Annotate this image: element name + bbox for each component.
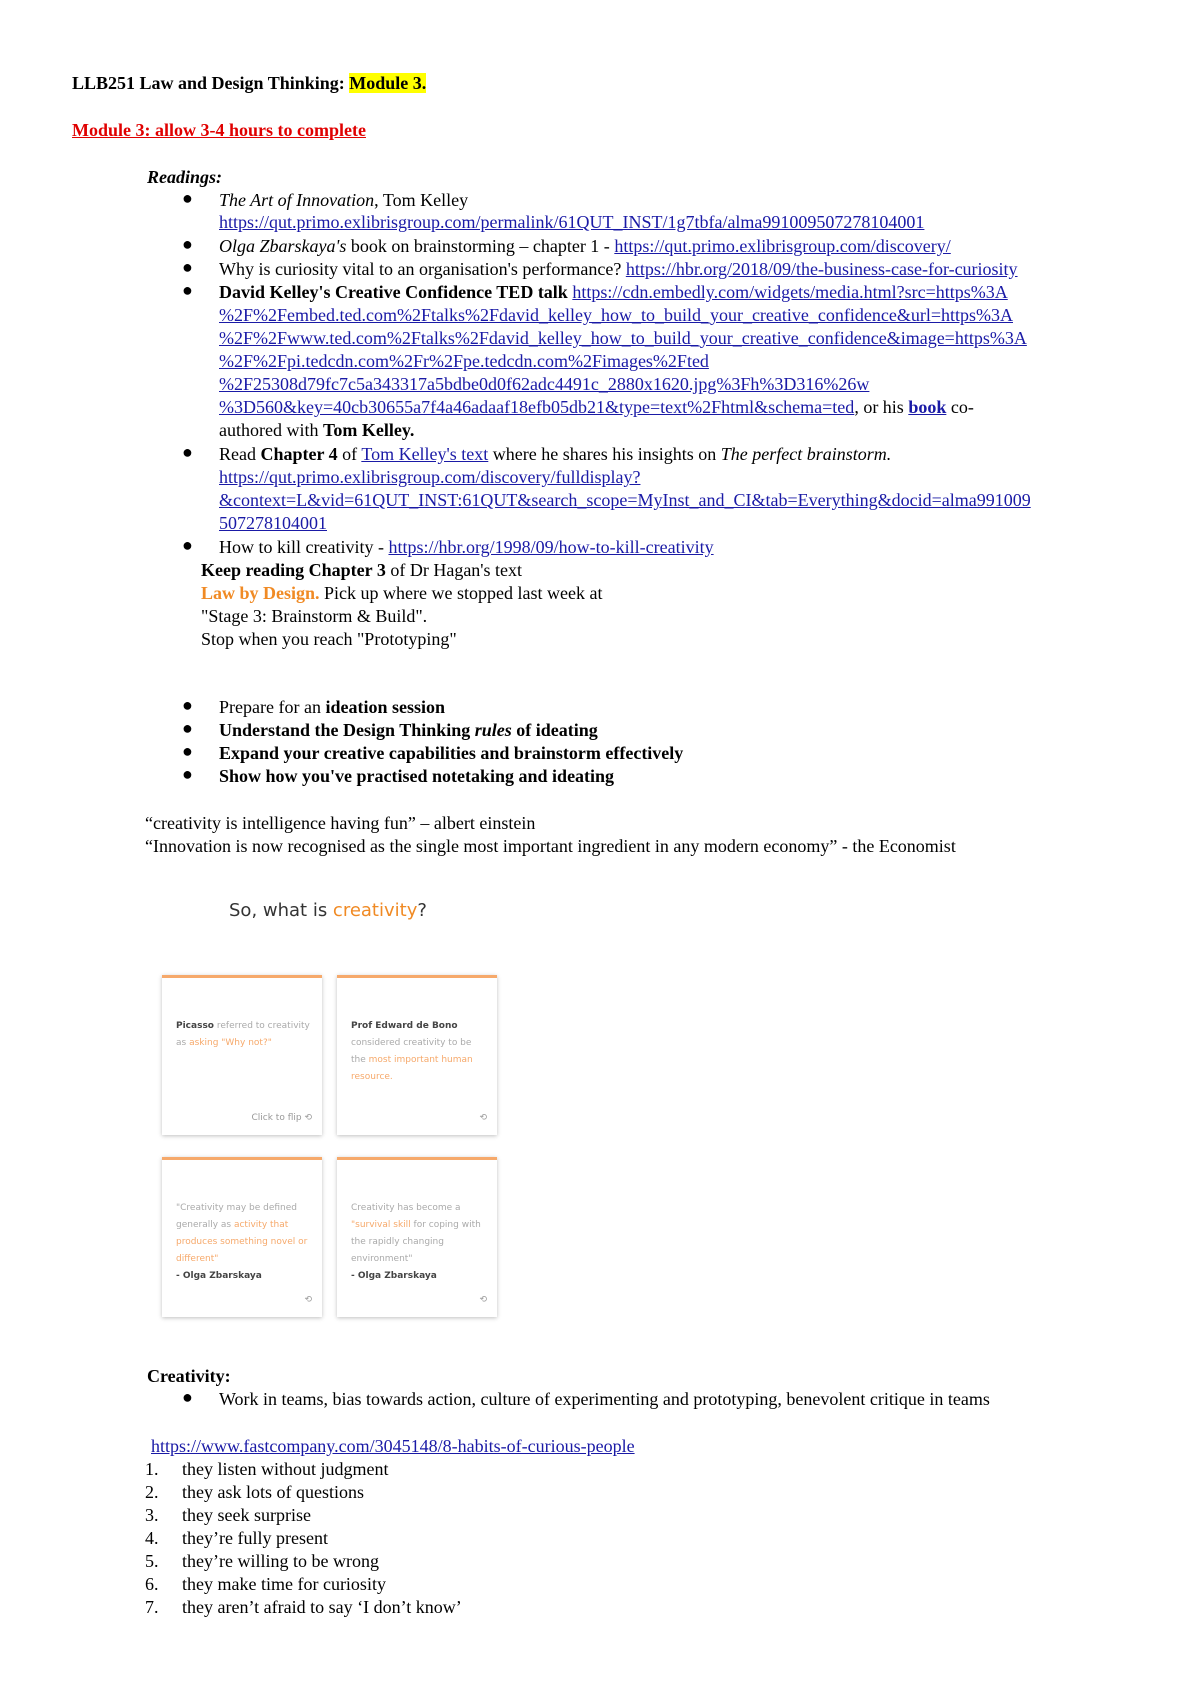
text: Prof Edward de Bono bbox=[351, 1021, 458, 1031]
list-number: 1. bbox=[145, 1459, 159, 1479]
text: where he shares his insights on bbox=[488, 444, 721, 464]
text: The perfect brainstorm. bbox=[720, 444, 892, 464]
text: Prepare for an bbox=[219, 697, 326, 717]
reading-text: book on brainstorming – chapter 1 - bbox=[346, 236, 615, 256]
reading-item-curiosity bbox=[219, 258, 1018, 280]
list-number: 4. bbox=[145, 1528, 159, 1548]
list-item: they aren’t afraid to say ‘I don’t know’ bbox=[182, 1597, 462, 1617]
keep-reading-line bbox=[201, 559, 522, 581]
reading-author: Olga Zbarskaya's bbox=[219, 236, 347, 256]
quote-economist: “Innovation is now recognised as the single most important ingredient in any modern economy” - the Economist bbox=[145, 836, 956, 856]
text: authored with bbox=[219, 420, 323, 440]
text: considered creativity to be the bbox=[351, 1038, 472, 1065]
reading-item-ted-talk bbox=[219, 281, 1008, 303]
objective-rules bbox=[219, 719, 598, 741]
bullet-icon: ● bbox=[182, 535, 193, 555]
link[interactable]: https://hbr.org/2018/09/the-business-case-for-curiosity bbox=[625, 259, 1018, 279]
bullet-icon: ● bbox=[182, 741, 193, 761]
author-name: Tom Kelley. bbox=[322, 420, 415, 440]
reading-title: The Art of Innovation bbox=[219, 190, 375, 210]
link[interactable]: https://hbr.org/1998/09/how-to-kill-creativity bbox=[388, 537, 714, 557]
bullet-icon: ● bbox=[182, 188, 193, 208]
text: "Creativity may be defined generally as bbox=[176, 1203, 298, 1230]
reading-item-kill-creativity bbox=[219, 536, 714, 558]
link[interactable]: &context=L&vid=61QUT_INST:61QUT&search_scope=MyInst_and_CI&tab=Everything&docid=alma991009 bbox=[219, 490, 1031, 510]
creativity-heading: Creativity: bbox=[147, 1366, 231, 1386]
text: creativity bbox=[332, 900, 418, 921]
list-number: 3. bbox=[145, 1505, 159, 1525]
ted-link-line[interactable] bbox=[219, 327, 1027, 349]
flip-icon[interactable]: ⟲ bbox=[479, 1113, 487, 1123]
text: most important human resource. bbox=[351, 1055, 473, 1082]
bullet-icon: ● bbox=[182, 718, 193, 738]
text: - Olga Zbarskaya bbox=[176, 1271, 262, 1281]
text: , or his bbox=[854, 397, 909, 417]
course-title: LLB251 Law and Design Thinking: bbox=[72, 73, 350, 93]
objective-capabilities: Expand your creative capabilities and brainstorm effectively bbox=[219, 743, 684, 763]
link[interactable]: %2F%2Fembed.ted.com%2Ftalks%2Fdavid_kelley_how_to_build_your_creative_confidence&url=https%3A bbox=[219, 305, 1013, 325]
bullet-icon: ● bbox=[182, 764, 193, 784]
list-item: they make time for curiosity bbox=[182, 1574, 386, 1594]
text: How to kill creativity - bbox=[219, 537, 389, 557]
reading-item-zbarskaya bbox=[219, 235, 951, 257]
reading-title: David Kelley's Creative Confidence TED talk bbox=[219, 282, 568, 302]
list-item: they’re willing to be wrong bbox=[182, 1551, 379, 1571]
text: rules bbox=[474, 720, 512, 740]
reading-item-art-of-innovation bbox=[219, 189, 468, 211]
law-by-design-title: Law by Design. bbox=[201, 583, 320, 603]
ted-link-line[interactable] bbox=[219, 304, 1013, 326]
bullet-icon: ● bbox=[182, 1387, 193, 1407]
flip-icon[interactable]: ⟲ bbox=[304, 1295, 312, 1305]
readings-heading: Readings: bbox=[147, 167, 223, 187]
fastcompany-link-line[interactable] bbox=[151, 1435, 635, 1457]
reading-author: , Tom Kelley bbox=[374, 190, 469, 210]
ted-link-line bbox=[219, 396, 974, 418]
chapter4-link-line[interactable] bbox=[219, 489, 1031, 511]
list-item: they ask lots of questions bbox=[182, 1482, 364, 1502]
bullet-icon: ● bbox=[182, 234, 193, 254]
list-item: they listen without judgment bbox=[182, 1459, 389, 1479]
list-item: they seek surprise bbox=[182, 1505, 311, 1525]
bullet-icon: ● bbox=[182, 257, 193, 277]
link[interactable]: %2F%2Fwww.ted.com%2Ftalks%2Fdavid_kelley_how_to_build_your_creative_confidence&image=https%3A bbox=[219, 328, 1027, 348]
quote-einstein: “creativity is intelligence having fun” – albert einstein bbox=[145, 813, 536, 833]
bullet-icon: ● bbox=[182, 695, 193, 715]
figure-heading bbox=[229, 900, 427, 921]
tom-kelley-text-link[interactable]: Tom Kelley's text bbox=[361, 444, 489, 464]
list-number: 6. bbox=[145, 1574, 159, 1594]
text: of bbox=[337, 444, 362, 464]
text: Click to flip bbox=[251, 1113, 302, 1123]
time-note: Module 3: allow 3-4 hours to complete bbox=[72, 120, 366, 140]
text: Keep reading Chapter 3 bbox=[201, 560, 386, 580]
creativity-bullet: Work in teams, bias towards action, culture of experimenting and prototyping, benevolent critique in teams bbox=[219, 1389, 990, 1409]
text: asking "Why not?" bbox=[189, 1038, 272, 1048]
text: ideation session bbox=[325, 697, 445, 717]
flip-card-zbarskaya-2[interactable] bbox=[337, 1157, 497, 1317]
chapter4-link-line[interactable] bbox=[219, 466, 640, 488]
link[interactable]: %3D560&key=40cb30655a7f4a46adaaf18efb05db21&type=text%2Fhtml&schema=ted bbox=[219, 397, 855, 417]
book-link[interactable]: book bbox=[908, 397, 947, 417]
bullet-icon: ● bbox=[182, 442, 193, 462]
link[interactable]: https://cdn.embedly.com/widgets/media.html?src=https%3A bbox=[572, 282, 1008, 302]
link[interactable]: %2F%2Fpi.tedcdn.com%2Fr%2Fpe.tedcdn.com%2Fimages%2Fted bbox=[219, 351, 709, 371]
text: ? bbox=[417, 900, 427, 921]
text: Read bbox=[219, 444, 261, 464]
chapter-label: Chapter 4 bbox=[260, 444, 338, 464]
text: of Dr Hagan's text bbox=[385, 560, 523, 580]
text: Creativity has become a bbox=[351, 1203, 461, 1213]
ted-link-line[interactable] bbox=[219, 350, 709, 372]
text: Picasso bbox=[176, 1021, 214, 1031]
flip-icon[interactable]: Click to flip ⟲ bbox=[251, 1113, 312, 1123]
flip-card-zbarskaya-1[interactable] bbox=[162, 1157, 322, 1317]
link[interactable]: https://qut.primo.exlibrisgroup.com/discovery/fulldisplay? bbox=[219, 467, 641, 487]
text: referred to creativity as bbox=[176, 1021, 310, 1048]
text: activity that produces something novel or different" bbox=[176, 1220, 308, 1264]
document-title bbox=[72, 72, 426, 94]
text: co- bbox=[946, 397, 974, 417]
reading-link-art-of-innovation[interactable] bbox=[219, 211, 924, 233]
fastcompany-link[interactable]: https://www.fastcompany.com/3045148/8-habits-of-curious-people bbox=[151, 1436, 635, 1456]
text: So, what is bbox=[229, 900, 333, 921]
chapter4-link-line[interactable] bbox=[219, 512, 327, 534]
flip-icon[interactable]: ⟲ bbox=[479, 1295, 487, 1305]
objective-ideation bbox=[219, 696, 445, 718]
link[interactable]: 507278104001 bbox=[219, 513, 327, 533]
list-number: 7. bbox=[145, 1597, 159, 1617]
reading-text: Why is curiosity vital to an organisation's performance? bbox=[219, 259, 626, 279]
reading-item-chapter-4 bbox=[219, 443, 891, 465]
text: "survival skill bbox=[351, 1220, 411, 1230]
module-highlight: Module 3. bbox=[349, 73, 427, 93]
law-by-design-line bbox=[201, 582, 602, 604]
list-number: 2. bbox=[145, 1482, 159, 1502]
list-number: 5. bbox=[145, 1551, 159, 1571]
link[interactable]: %2F25308d79fc7c5a343317a5bdbe0d0f62adc4491c_2880x1620.jpg%3Fh%3D316%26w bbox=[219, 374, 870, 394]
stage-line: "Stage 3: Brainstorm & Build". bbox=[201, 606, 428, 626]
ted-coauthor-line bbox=[219, 419, 414, 441]
flip-card-de-bono[interactable] bbox=[337, 975, 497, 1135]
text: of ideating bbox=[511, 720, 598, 740]
text: - Olga Zbarskaya bbox=[351, 1271, 437, 1281]
bullet-icon: ● bbox=[182, 280, 193, 300]
flip-card-picasso[interactable] bbox=[162, 975, 322, 1135]
list-item: they’re fully present bbox=[182, 1528, 328, 1548]
link[interactable]: https://qut.primo.exlibrisgroup.com/discovery/ bbox=[614, 236, 951, 256]
text: Pick up where we stopped last week at bbox=[319, 583, 603, 603]
text: Understand the Design Thinking bbox=[219, 720, 475, 740]
text: for coping with the rapidly changing environment" bbox=[351, 1220, 481, 1264]
ted-link-line[interactable] bbox=[219, 373, 869, 395]
objective-notetaking: Show how you've practised notetaking and ideating bbox=[219, 766, 615, 786]
link[interactable]: https://qut.primo.exlibrisgroup.com/permalink/61QUT_INST/1g7tbfa/alma991009507278104001 bbox=[219, 212, 925, 232]
stop-line: Stop when you reach "Prototyping" bbox=[201, 629, 457, 649]
